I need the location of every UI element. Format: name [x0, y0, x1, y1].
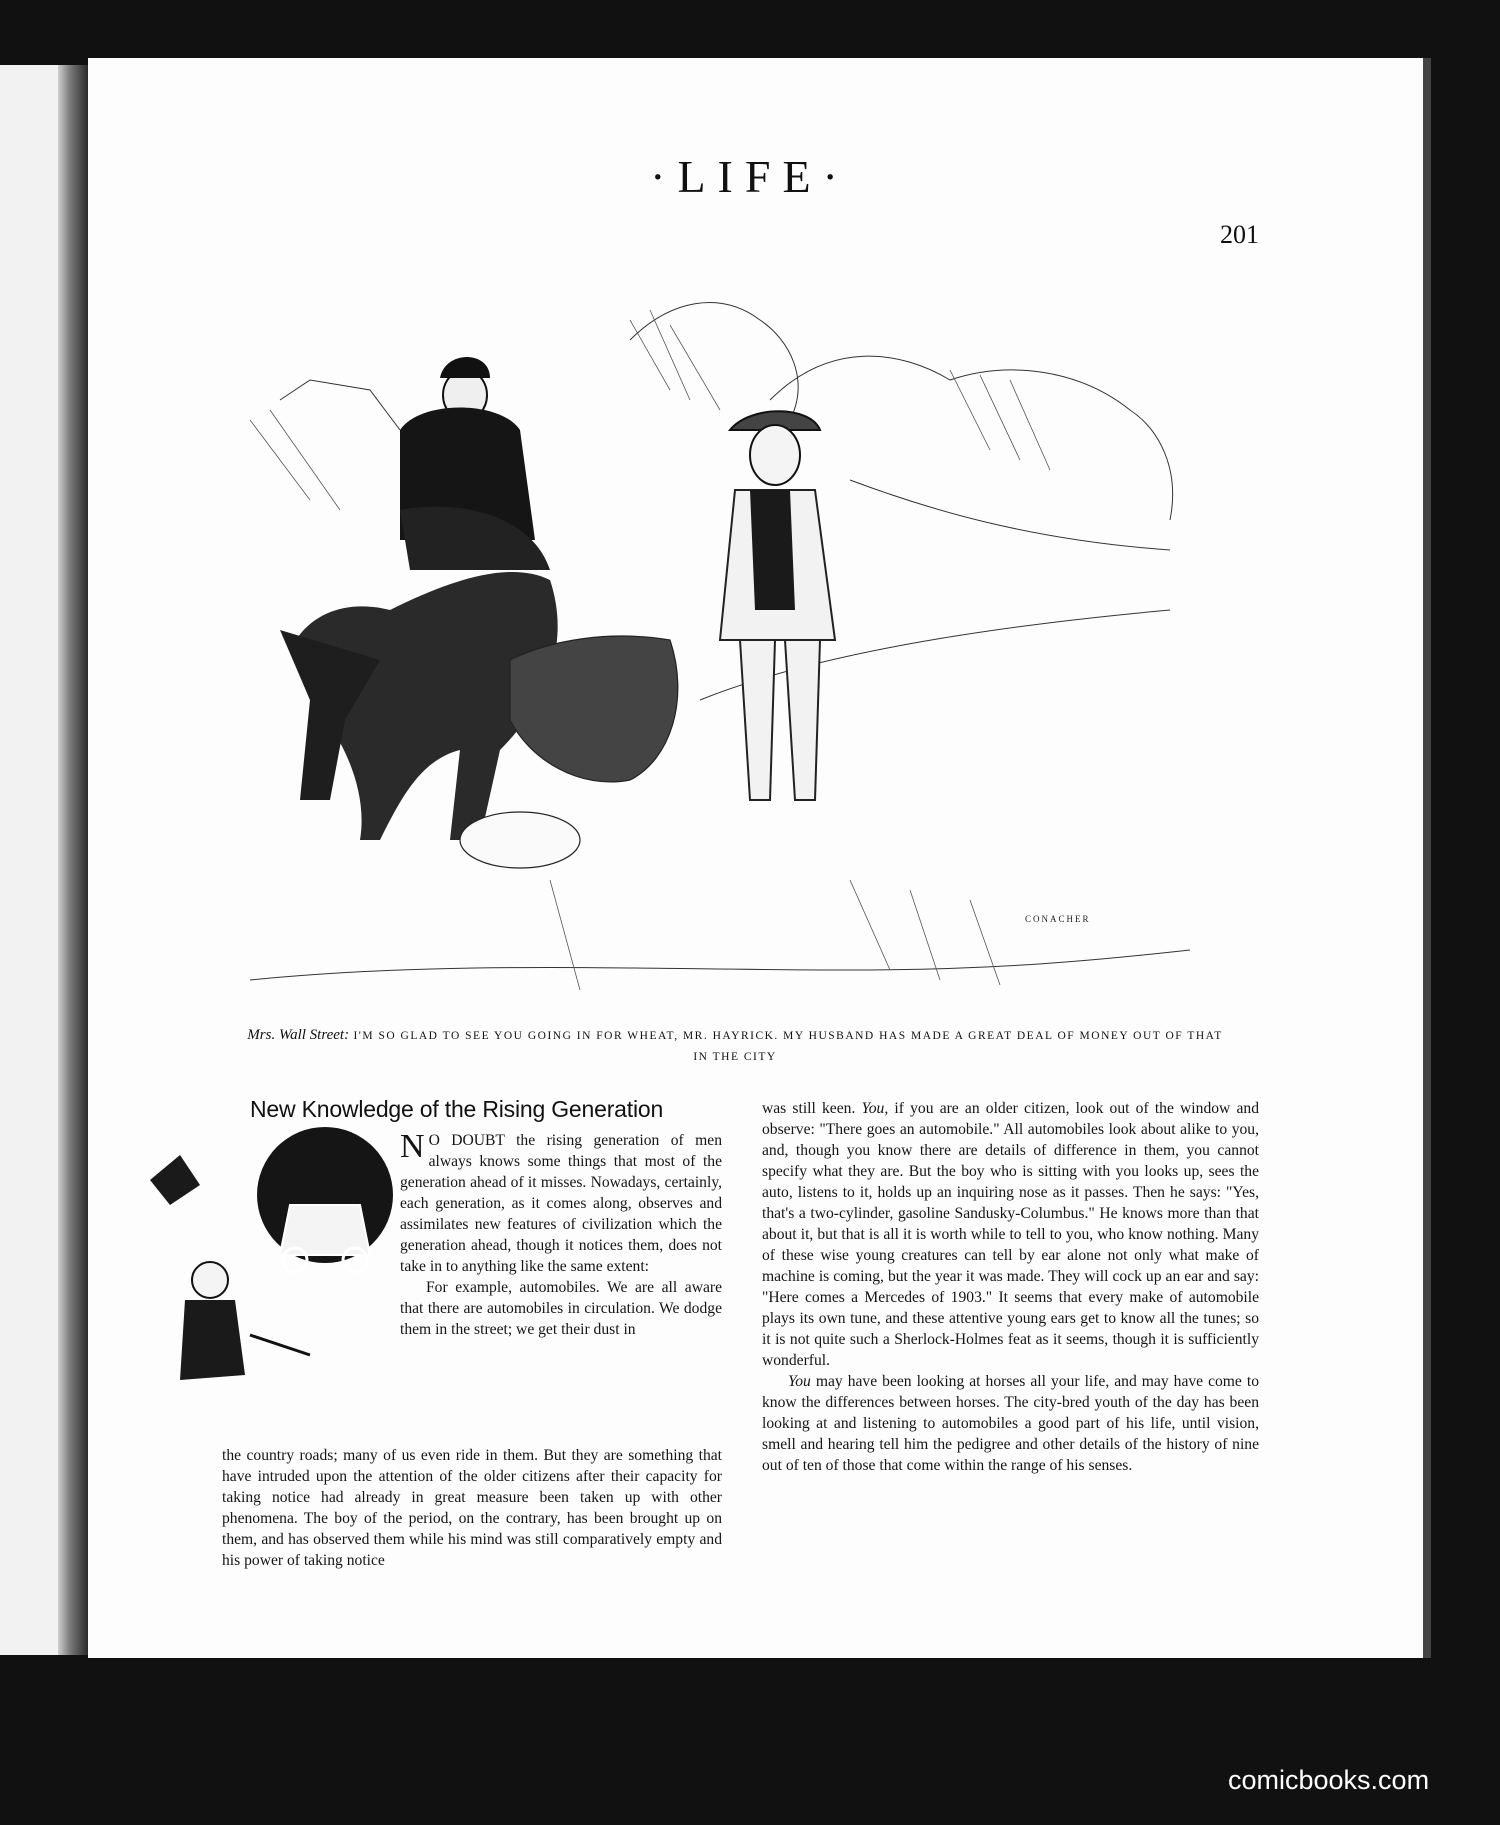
article-title: New Knowledge of the Rising Generation [250, 1096, 664, 1122]
paragraph-2-continued: the country roads; many of us even ride in them. But they are something that have intruded upon the attention of the older citizens after their capacity for taking notice had already in great measure been taken up with other phenomena. The boy of the period, on the contrary, has been brought up on them, and has observed them while his mind was still comparatively empty and his power of taking notice [222, 1447, 722, 1569]
paragraph-2-start: For example, automobiles. We are all aware that there are automobiles in circulation. We dodge them in the street; we get their dust in [400, 1279, 722, 1338]
emphasis-you-2: You [788, 1373, 811, 1390]
page-number: 201 [1220, 220, 1259, 249]
drop-cap: N [400, 1128, 425, 1165]
page-edge-right [1423, 58, 1431, 1658]
adjacent-page-edge [0, 65, 58, 1655]
paragraph-2-right-a: was still keen. [762, 1100, 862, 1117]
umbrella-icon [250, 1335, 310, 1355]
paragraph-1: O DOUBT the rising generation of men always knows some things that most of the generation ahead of it misses. Nowadays, certainly, each generation, as it comes along, observes and assimilates new features of civilization which the generation ahead, though it notices them, does not take in to anything like the same extent: [400, 1132, 722, 1275]
top-hat-icon [150, 1155, 200, 1205]
article-column-left-top [400, 1130, 722, 1340]
illustration-caption [240, 1025, 1230, 1068]
vignette-illustration [140, 1125, 420, 1465]
rider-mrs-wall-street [400, 357, 550, 570]
caption-text: I'M SO GLAD TO SEE YOU GOING IN FOR WHEAT, MR. HAYRICK. MY HUSBAND HAS MADE A GREAT DEAL OF MONEY OUT OF THAT IN THE CITY [353, 1030, 1223, 1063]
farmer-mr-hayrick [720, 411, 835, 800]
paragraph-2-right-b: if you are an older citizen, look out of the window and observe: "There goes an automobile." All automobiles look about alike to you, and, though you know there are details of difference in them, you cannot specify what they are. But the boy who is sitting with you looks up, sees the auto, listens to it, holds up an inquiring nose as it passes. Then he says: "Yes, that's a two-cylinder, gasoline Sandusky-Columbus." He knows more than that about it, but that is all it is worth while to tell to you, who know nothing. Many of these wise young creatures can tell by ear alone not only what make of machine is coming, but the year it was made. They will cock up an ear and say: "Here comes a Mercedes of 1903." It seems that every make of automobile plays its own tune, and these attentive young ears get to know all the tunes; so it is not quite such a Sherlock-Holmes feat as it seems, though it is sufficiently wonderful. [762, 1100, 1259, 1369]
artist-signature: CONACHER [1025, 914, 1091, 924]
cartoon-illustration [250, 280, 1190, 1010]
emphasis-you: You, [861, 1100, 889, 1117]
paragraph-3: may have been looking at horses all your life, and may have come to know the differences between horses. The city-bred youth of the day has been looking at and listening to automobiles a good part of his life, until vision, smell and hearing tell him the pedigree and other details of the history of nine out of ten of those that come within the range of his senses. [762, 1373, 1259, 1474]
watermark: comicbooks.com [1228, 1765, 1430, 1795]
masthead: ·LIFE· [650, 151, 850, 202]
book-gutter [58, 65, 88, 1655]
article-column-left-bottom [222, 1445, 722, 1571]
article-column-right [762, 1098, 1259, 1476]
caption-speaker: Mrs. Wall Street: [247, 1027, 350, 1043]
